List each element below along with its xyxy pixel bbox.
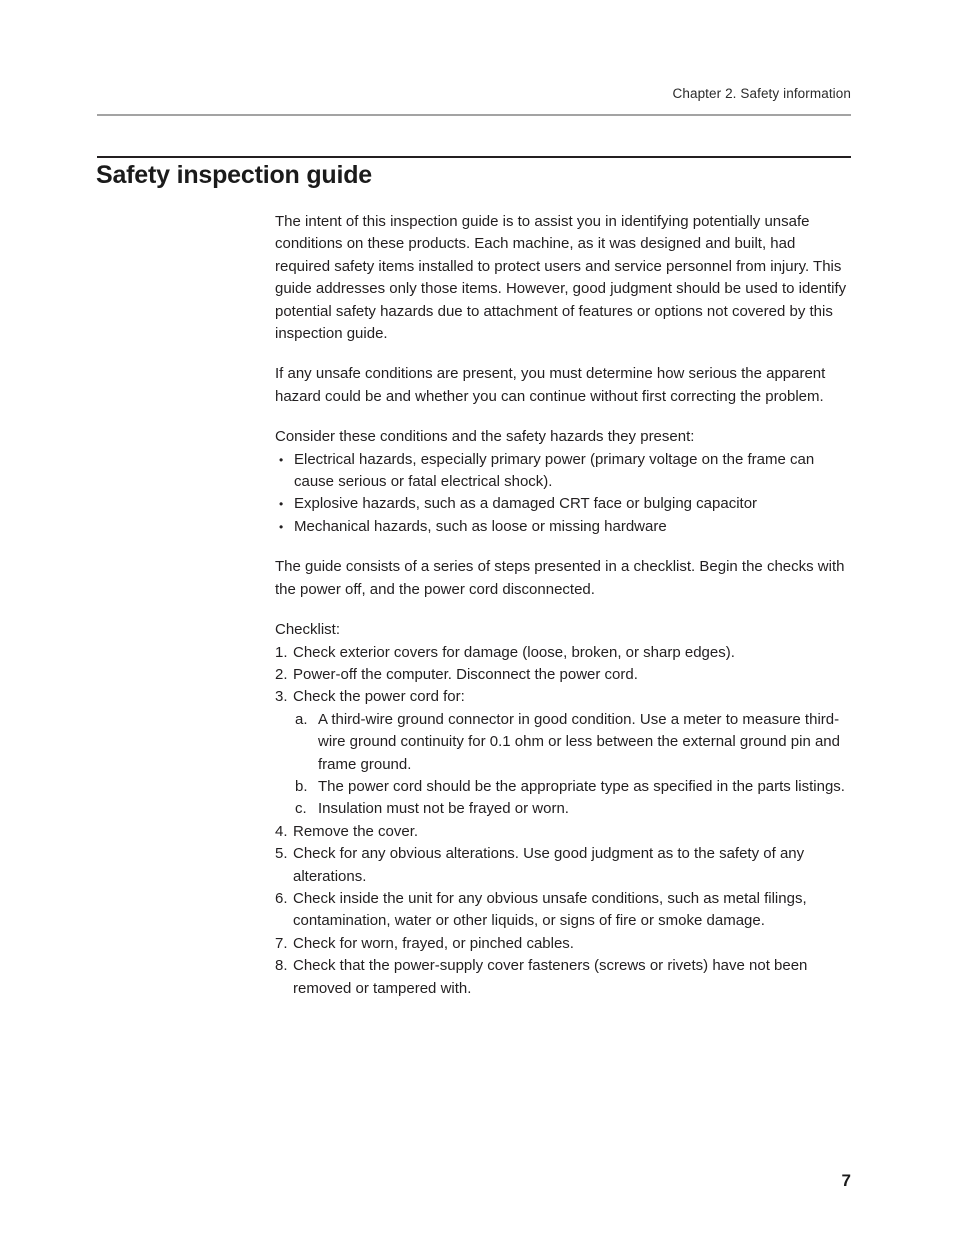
checklist-subitem [295,776,852,798]
bullet-marker: • [279,519,284,534]
list-text: Check for worn, frayed, or pinched cables. [293,934,574,952]
checklist-label: Checklist: [275,621,341,639]
paragraph-unsafe-conditions: If any unsafe conditions are present, you must determine how serious the apparent hazard could be and whether you can continue without first correcting the problem. [275,365,826,405]
paragraph-guide: The guide consists of a series of steps presented in a checklist. Begin the checks with the power off, and the power cord disconnected. [275,558,845,598]
bullet-text: Mechanical hazards, such as loose or missing hardware [294,517,667,535]
checklist-sublist [295,709,852,821]
bullet-marker: • [279,497,284,512]
list-text: Check inside the unit for any obvious unsafe conditions, such as metal filings, contamination, water or other liquids, or signs of fire or smoke damage. [293,889,807,930]
checklist-item [275,821,852,843]
body-column [275,211,852,1000]
checklist-subitem [295,798,852,820]
list-number: 2. [275,665,288,683]
list-text: The power cord should be the appropriate type as specified in the parts listings. [318,777,845,795]
list-text: Insulation must not be frayed or worn. [318,800,569,818]
page-number: 7 [841,1171,851,1190]
list-text: Check the power cord for: [293,688,465,706]
section-title: Safety inspection guide [96,161,373,189]
checklist-subitem [295,709,852,776]
bullet-marker: • [279,452,284,467]
list-letter: b. [295,777,308,795]
list-item [275,493,852,515]
list-number: 4. [275,822,288,840]
list-number: 6. [275,889,288,907]
list-number: 8. [275,957,288,975]
hazard-bullet-list [275,449,852,539]
header-divider [97,114,851,116]
paragraph-consider: Consider these conditions and the safety hazards they present: [275,428,695,446]
list-item [275,516,852,538]
list-text: Power-off the computer. Disconnect the power cord. [293,665,638,683]
list-letter: a. [295,710,308,728]
list-letter: c. [295,800,307,818]
list-item [275,449,852,494]
list-text: Remove the cover. [293,822,419,840]
list-text: Check that the power-supply cover fasteners (screws or rivets) have not been removed or tampered with. [293,957,808,997]
checklist-item [275,843,852,888]
list-text: A third-wire ground connector in good condition. Use a meter to measure third-wire ground continuity for 0.1 ohm or less between the external ground pin and frame ground. [318,710,840,773]
list-number: 5. [275,845,288,863]
list-text: Check for any obvious alterations. Use good judgment as to the safety of any alterations. [293,845,805,885]
list-number: 3. [275,688,288,706]
checklist [275,642,852,1001]
list-number: 7. [275,934,288,952]
running-header: Chapter 2. Safety information [672,86,851,101]
checklist-item [275,955,852,1000]
checklist-item [275,664,852,686]
bullet-text: Electrical hazards, especially primary power (primary voltage on the frame can cause serious or fatal electrical shock). [294,450,815,491]
list-number: 1. [275,643,288,661]
list-text: Check exterior covers for damage (loose, broken, or sharp edges). [293,643,735,661]
bullet-text: Explosive hazards, such as a damaged CRT face or bulging capacitor [294,495,758,513]
title-divider [97,156,851,158]
checklist-item [275,888,852,933]
checklist-item [275,686,852,708]
checklist-item [275,642,852,664]
paragraph-intro: The intent of this inspection guide is to assist you in identifying potentially unsafe conditions on these products. Each machine, as it was designed and built, had required safety items installed to protect users and service personnel from injury. This guide addresses only those items. However, good judgment should be used to identify potential safety hazards due to attachment of features or options not covered by this inspection guide. [275,213,847,343]
checklist-item [275,933,852,955]
